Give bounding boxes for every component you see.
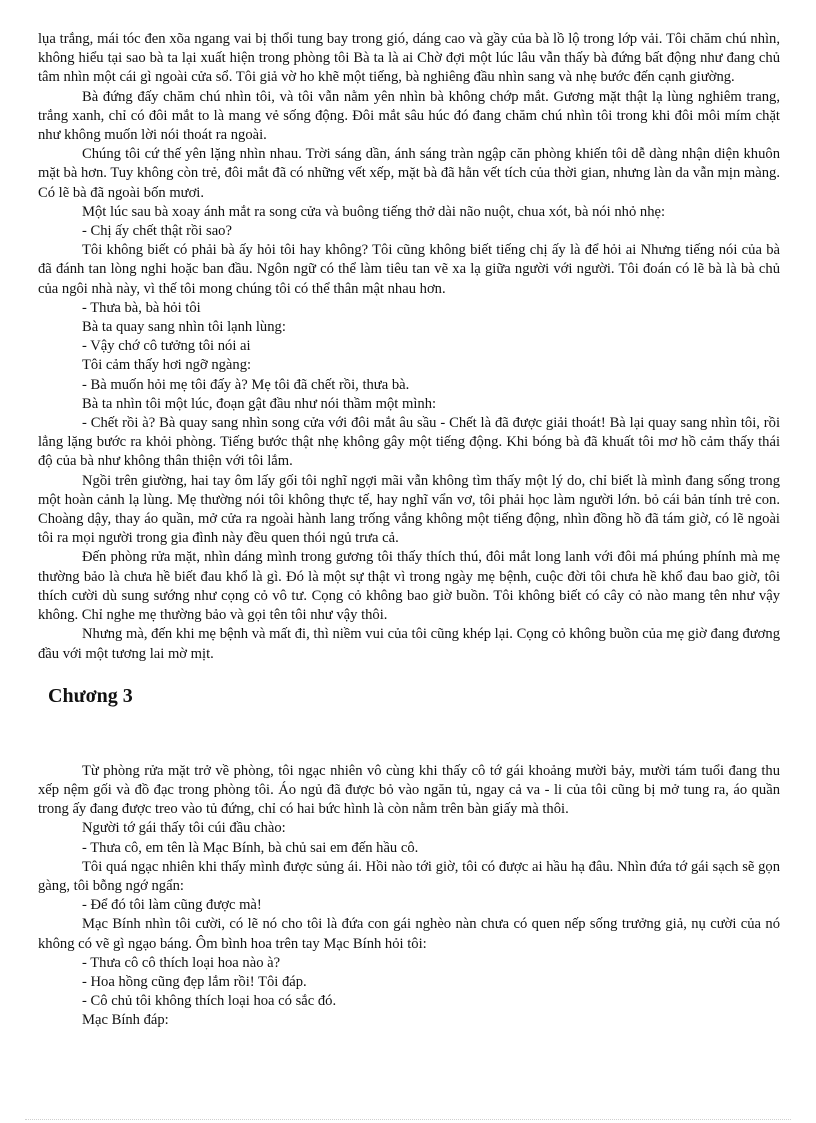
paragraph: Chúng tôi cứ thế yên lặng nhìn nhau. Trời sáng dần, ánh sáng tràn ngập căn phòng khiến tôi dễ dàng nhận diện khuôn mặt bà hơn. Tuy không còn trẻ, đôi mắt đã có những vết xếp, mặt bà đã hằn vết tích của thời gian, nhưng làn da vẫn mịn màng. Có lẽ bà đã ngoài bốn mươi.	[38, 146, 780, 201]
paragraph: - Cô chủ tôi không thích loại hoa có sắc đó.	[82, 993, 337, 1010]
paragraph: Tôi quá ngạc nhiên khi thấy mình được sủng ái. Hồi nào tới giờ, tôi có được ai hầu hạ đâu. Nhìn đứa tớ gái sạch sẽ gọn gàng, tôi bỗng ngớ ngẩn:	[38, 858, 780, 894]
paragraph: - Chết rồi à? Bà quay sang nhìn song cửa với đôi mắt âu sầu - Chết là đã được giải thoát! Bà lại quay sang nhìn tôi, rồi lẳng lặng bước ra khỏi phòng. Tiếng bước thật nhẹ không gây một tiếng động. Khi bóng bà đã khuất tôi mơ hồ cảm thấy thái độ của bà như không thân thiện với tôi lắm.	[38, 415, 780, 470]
paragraph: Mạc Bính nhìn tôi cười, có lẽ nó cho tôi là đứa con gái nghèo nàn chưa có quen nếp sống trưởng giả, nụ cười của nó không có vẽ gì ngạo báng. Ôm bình hoa trên tay Mạc Bính hỏi tôi:	[38, 916, 780, 952]
paragraph: Đến phòng rửa mặt, nhìn dáng mình trong gương tôi thấy thích thú, đôi mắt long lanh với đôi má phúng phính mà mẹ thường bảo là chưa hề biết đau khổ là gì. Đó là một sự thật vì trong ngày mẹ bệnh, cuộc đời tôi chưa hề khổ đau bao giờ, tôi thích cười dù sung sướng như cọng cỏ vô tư. Cọng cỏ không bao giờ buồn. Tôi không biết có cây cỏ nào mang tên như vậy không. Chỉ nghe mẹ thường bảo và gọi tên tôi như vậy thôi.	[38, 549, 780, 624]
paragraph: - Hoa hồng cũng đẹp lắm rồi! Tôi đáp.	[82, 973, 307, 990]
paragraph: Mạc Bính đáp:	[82, 1012, 169, 1029]
paragraph: Bà ta nhìn tôi một lúc, đoạn gật đầu như nói thầm một mình:	[82, 395, 437, 412]
chapter-heading: Chương 3	[48, 684, 133, 707]
text-section-before-chapter	[38, 30, 780, 664]
paragraph: - Chị ấy chết thật rồi sao?	[82, 223, 232, 240]
paragraph: - Thưa bà, bà hỏi tôi	[82, 299, 201, 316]
paragraph: - Để đó tôi làm cũng được mà!	[82, 897, 262, 914]
paragraph: - Vậy chớ cô tưởng tôi nói ai	[82, 338, 251, 355]
paragraph: - Thưa cô, em tên là Mạc Bính, bà chủ sai em đến hầu cô.	[82, 839, 419, 856]
chapter-spacer	[38, 708, 780, 762]
paragraph: Từ phòng rửa mặt trở về phòng, tôi ngạc nhiên vô cùng khi thấy cô tớ gái khoảng mười bảy, mười tám tuổi đang thu xếp nệm gối và đồ đạc trong phòng tôi. Áo ngủ đã được bỏ vào ngăn tủ, ngay cả va - li của tôi cũng bị mở tung ra, áo quần trong ấy đang được treo vào tủ đứng, chỉ có hai bức hình là còn nằm trên bàn giấy mà thôi.	[38, 762, 780, 818]
paragraph: Người tớ gái thấy tôi cúi đầu chào:	[82, 820, 286, 837]
paragraph: Bà đứng đấy chăm chú nhìn tôi, và tôi vẫn nằm yên nhìn bà không chớp mắt. Gương mặt thật lạ lùng nghiêm trang, trắng xanh, chỉ có đôi mắt to là mang vẻ sống động. Đôi mắt sâu húc đó đang chăm chú nhìn tôi trong khi đôi môi mím chặt như không muốn lời nói thoát ra ngoài.	[38, 88, 780, 144]
paragraph: - Bà muốn hỏi mẹ tôi đấy à? Mẹ tôi đã chết rồi, thưa bà.	[82, 376, 410, 393]
paragraph: Ngồi trên giường, hai tay ôm lấy gối tôi nghĩ ngợi mãi vẫn không tìm thấy một lý do, chỉ biết là mình đang sống trong một hoàn cảnh lạ lùng. Mẹ thường nói tôi không thực tế, hay nghĩ vẩn vơ, tôi phải học làm người lớn. bỏ cái bản tính trẻ con. Choàng dậy, thay áo quần, mở cửa ra ngoài hành lang trống vắng không một tiếng động, nhìn đồng hồ đã tám giờ, có lẽ ngoài tôi ra mọi người trong gia đình này đều quen thói ngủ trưa cả.	[38, 472, 780, 547]
paragraph: Một lúc sau bà xoay ánh mắt ra song cửa và buông tiếng thở dài não nuột, chua xót, bà nói nhỏ nhẹ:	[82, 203, 666, 220]
paragraph: lụa trắng, mái tóc đen xõa ngang vai bị thổi tung bay trong gió, dáng cao và gầy của bà lồ lộ trong lớp vải. Tôi chăm chú nhìn, không hiểu tại sao bà ta lại xuất hiện trong phòng tôi Bà ta là ai Chờ đợi một lúc lâu vẫn thấy bà đứng bất động như đang chủ tâm nhìn một cái gì ngoài cửa sổ. Tôi giả vờ ho khẽ một tiếng, bà nghiêng đầu nhìn sang và nhẹ bước đến cạnh giường.	[38, 31, 780, 86]
paragraph: Bà ta quay sang nhìn tôi lạnh lùng:	[82, 319, 286, 336]
paragraph: Nhưng mà, đến khi mẹ bệnh và mất đi, thì niềm vui của tôi cũng khép lại. Cọng cỏ không buồn của mẹ giờ đang đương đầu với một tương lai mờ mịt.	[38, 626, 780, 662]
text-section-chapter-3	[38, 762, 780, 1031]
page-bottom-rule	[25, 1119, 791, 1120]
paragraph: - Thưa cô cô thích loại hoa nào à?	[82, 954, 281, 971]
document-page	[38, 30, 780, 1031]
paragraph: Tôi không biết có phải bà ấy hỏi tôi hay không? Tôi cũng không biết tiếng chị ấy là để hỏi ai Nhưng tiếng nói của bà đã đánh tan lòng nghi hoặc ban đầu. Ngôn ngữ có thể làm tiêu tan vẽ xa lạ giữa người với người. Tôi đoán có lẽ bà là bà chủ của ngôi nhà này, vì thế tôi mong chúng tôi có thể thân mật nhau hơn.	[38, 242, 780, 297]
paragraph: Tôi cảm thấy hơi ngỡ ngàng:	[82, 357, 252, 374]
